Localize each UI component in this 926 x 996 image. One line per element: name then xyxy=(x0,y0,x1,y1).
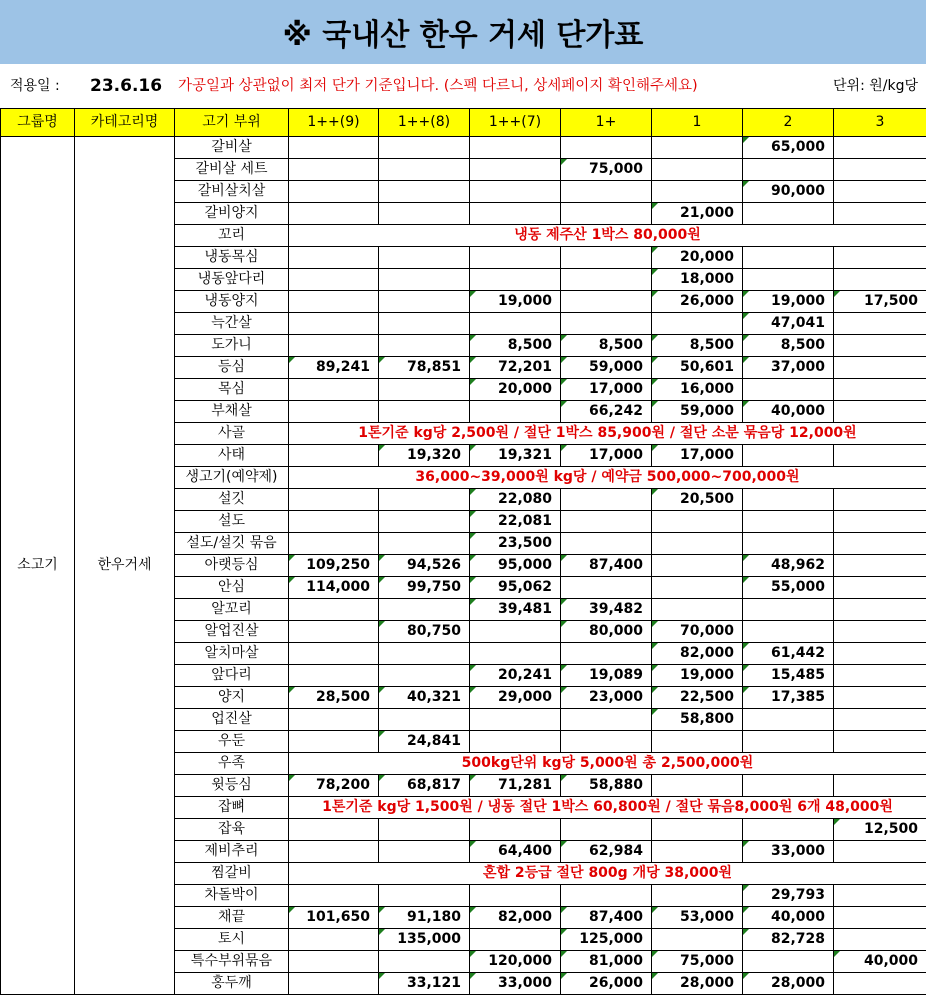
price-cell: 78,200 xyxy=(289,775,379,797)
note-cell: 36,000~39,000원 kg당 / 예약금 500,000~700,000원 xyxy=(289,467,926,489)
part-cell: 채끝 xyxy=(175,907,289,929)
price-cell: 40,000 xyxy=(743,401,834,423)
price-cell xyxy=(561,291,652,313)
price-cell xyxy=(470,159,561,181)
price-cell xyxy=(834,841,926,863)
price-cell xyxy=(379,841,470,863)
price-cell: 40,321 xyxy=(379,687,470,709)
price-cell xyxy=(743,599,834,621)
part-cell: 토시 xyxy=(175,929,289,951)
price-cell: 12,500 xyxy=(834,819,926,841)
price-cell: 20,241 xyxy=(470,665,561,687)
price-cell xyxy=(561,709,652,731)
price-cell xyxy=(834,357,926,379)
price-cell: 17,000 xyxy=(561,379,652,401)
price-cell xyxy=(743,511,834,533)
price-cell xyxy=(379,489,470,511)
price-cell: 37,000 xyxy=(743,357,834,379)
price-cell xyxy=(834,445,926,467)
part-cell: 늑간살 xyxy=(175,313,289,335)
price-cell xyxy=(561,489,652,511)
price-cell: 95,062 xyxy=(470,577,561,599)
price-cell: 22,081 xyxy=(470,511,561,533)
part-cell: 갈비살 세트 xyxy=(175,159,289,181)
price-cell: 50,601 xyxy=(652,357,743,379)
price-cell: 19,321 xyxy=(470,445,561,467)
price-cell: 120,000 xyxy=(470,951,561,973)
price-cell: 40,000 xyxy=(743,907,834,929)
price-cell xyxy=(379,665,470,687)
price-cell xyxy=(289,643,379,665)
price-cell xyxy=(834,709,926,731)
price-cell xyxy=(289,709,379,731)
price-cell: 26,000 xyxy=(561,973,652,995)
price-cell xyxy=(289,335,379,357)
price-cell xyxy=(652,159,743,181)
price-cell xyxy=(289,731,379,753)
price-cell xyxy=(834,973,926,995)
price-cell xyxy=(652,313,743,335)
price-cell: 81,000 xyxy=(561,951,652,973)
price-cell xyxy=(561,819,652,841)
note-cell: 1톤기준 kg당 1,500원 / 냉동 절단 1박스 60,800원 / 절단 묶음8,000원 6개 48,000원 xyxy=(289,797,926,819)
part-cell: 알업진살 xyxy=(175,621,289,643)
price-cell xyxy=(834,335,926,357)
price-cell xyxy=(379,313,470,335)
price-cell xyxy=(652,577,743,599)
price-cell: 20,500 xyxy=(652,489,743,511)
price-cell: 66,242 xyxy=(561,401,652,423)
price-cell xyxy=(379,709,470,731)
price-cell xyxy=(379,379,470,401)
price-cell xyxy=(834,533,926,555)
price-cell: 109,250 xyxy=(289,555,379,577)
price-cell xyxy=(834,489,926,511)
price-cell xyxy=(289,951,379,973)
price-cell xyxy=(834,555,926,577)
price-cell xyxy=(834,599,926,621)
part-cell: 안심 xyxy=(175,577,289,599)
price-cell xyxy=(834,885,926,907)
part-cell: 알치마살 xyxy=(175,643,289,665)
price-cell xyxy=(561,533,652,555)
price-cell: 28,500 xyxy=(289,687,379,709)
price-cell xyxy=(470,401,561,423)
price-cell: 62,984 xyxy=(561,841,652,863)
price-cell xyxy=(289,203,379,225)
price-cell: 48,962 xyxy=(743,555,834,577)
price-cell xyxy=(834,269,926,291)
price-cell xyxy=(561,269,652,291)
price-cell: 59,000 xyxy=(561,357,652,379)
price-cell: 53,000 xyxy=(652,907,743,929)
price-cell: 87,400 xyxy=(561,907,652,929)
price-table xyxy=(0,108,926,995)
price-cell xyxy=(834,313,926,335)
price-cell: 59,000 xyxy=(652,401,743,423)
part-cell: 갈비살치살 xyxy=(175,181,289,203)
price-cell xyxy=(470,313,561,335)
part-cell: 특수부위묶음 xyxy=(175,951,289,973)
price-cell xyxy=(470,269,561,291)
price-cell: 28,000 xyxy=(652,973,743,995)
price-cell xyxy=(289,313,379,335)
header-cell: 1+ xyxy=(561,109,652,137)
price-cell xyxy=(289,379,379,401)
price-cell xyxy=(561,885,652,907)
header-cell: 1++(8) xyxy=(379,109,470,137)
group-cell: 소고기 xyxy=(1,137,75,995)
unit-label: 단위: 원/kg당 xyxy=(833,78,918,94)
price-cell xyxy=(379,533,470,555)
price-cell xyxy=(379,137,470,159)
price-cell: 33,121 xyxy=(379,973,470,995)
price-cell: 26,000 xyxy=(652,291,743,313)
part-cell: 아랫등심 xyxy=(175,555,289,577)
price-cell xyxy=(379,401,470,423)
price-cell: 22,500 xyxy=(652,687,743,709)
part-cell: 냉동목심 xyxy=(175,247,289,269)
part-cell: 우족 xyxy=(175,753,289,775)
header-cell: 고기 부위 xyxy=(175,109,289,137)
price-cell xyxy=(289,401,379,423)
price-cell: 72,201 xyxy=(470,357,561,379)
part-cell: 도가니 xyxy=(175,335,289,357)
price-cell xyxy=(834,665,926,687)
part-cell: 생고기(예약제) xyxy=(175,467,289,489)
table-body xyxy=(1,137,926,995)
price-cell: 8,500 xyxy=(743,335,834,357)
price-cell xyxy=(379,819,470,841)
price-cell: 99,750 xyxy=(379,577,470,599)
price-cell: 90,000 xyxy=(743,181,834,203)
price-cell xyxy=(834,929,926,951)
part-cell: 제비추리 xyxy=(175,841,289,863)
price-cell: 8,500 xyxy=(470,335,561,357)
date-value: 23.6.16 xyxy=(90,76,163,96)
info-bar xyxy=(0,66,926,106)
price-cell xyxy=(652,599,743,621)
header-cell: 1 xyxy=(652,109,743,137)
price-cell: 23,500 xyxy=(470,533,561,555)
price-cell xyxy=(561,247,652,269)
price-cell xyxy=(470,709,561,731)
price-cell: 22,080 xyxy=(470,489,561,511)
part-cell: 잡뼈 xyxy=(175,797,289,819)
price-cell: 19,320 xyxy=(379,445,470,467)
part-cell: 설도/설깃 묶음 xyxy=(175,533,289,555)
header-cell: 2 xyxy=(743,109,834,137)
price-cell xyxy=(289,929,379,951)
part-cell: 차돌박이 xyxy=(175,885,289,907)
price-cell xyxy=(289,621,379,643)
price-cell xyxy=(289,181,379,203)
header-cell: 1++(7) xyxy=(470,109,561,137)
price-cell: 61,442 xyxy=(743,643,834,665)
part-cell: 앞다리 xyxy=(175,665,289,687)
price-cell xyxy=(289,159,379,181)
note-cell: 500kg단위 kg당 5,000원 총 2,500,000원 xyxy=(289,753,926,775)
price-cell xyxy=(379,885,470,907)
table-row xyxy=(1,137,926,159)
price-cell xyxy=(652,819,743,841)
price-cell xyxy=(834,159,926,181)
price-cell: 17,385 xyxy=(743,687,834,709)
price-cell xyxy=(743,269,834,291)
price-cell xyxy=(834,247,926,269)
price-cell: 29,793 xyxy=(743,885,834,907)
price-cell xyxy=(379,511,470,533)
price-cell: 18,000 xyxy=(652,269,743,291)
price-cell: 39,481 xyxy=(470,599,561,621)
price-cell: 23,000 xyxy=(561,687,652,709)
price-cell: 19,000 xyxy=(470,291,561,313)
price-cell xyxy=(289,137,379,159)
price-cell: 21,000 xyxy=(652,203,743,225)
price-cell xyxy=(289,665,379,687)
part-cell: 꼬리 xyxy=(175,225,289,247)
header-cell: 그룹명 xyxy=(1,109,75,137)
part-cell: 찜갈비 xyxy=(175,863,289,885)
price-cell xyxy=(743,159,834,181)
price-cell xyxy=(470,929,561,951)
price-cell: 19,000 xyxy=(743,291,834,313)
part-cell: 윗등심 xyxy=(175,775,289,797)
header-cell: 카테고리명 xyxy=(75,109,175,137)
price-cell xyxy=(470,621,561,643)
price-cell: 75,000 xyxy=(652,951,743,973)
price-cell xyxy=(652,841,743,863)
price-cell: 65,000 xyxy=(743,137,834,159)
price-cell xyxy=(561,203,652,225)
price-cell xyxy=(743,775,834,797)
price-cell xyxy=(561,643,652,665)
price-cell: 40,000 xyxy=(834,951,926,973)
price-cell xyxy=(289,291,379,313)
part-cell: 목심 xyxy=(175,379,289,401)
price-cell: 24,841 xyxy=(379,731,470,753)
note-cell: 1톤기준 kg당 2,500원 / 절단 1박스 85,900원 / 절단 소분 묶음당 12,000원 xyxy=(289,423,926,445)
price-cell: 125,000 xyxy=(561,929,652,951)
price-note: 가공일과 상관없이 최저 단가 기준입니다. (스펙 다르니, 상세페이지 확인해주세요) xyxy=(178,78,698,94)
price-cell xyxy=(289,885,379,907)
price-cell xyxy=(470,203,561,225)
price-cell xyxy=(652,731,743,753)
price-cell xyxy=(743,621,834,643)
price-cell: 89,241 xyxy=(289,357,379,379)
price-cell xyxy=(834,643,926,665)
price-cell xyxy=(652,137,743,159)
price-cell: 58,880 xyxy=(561,775,652,797)
price-cell: 91,180 xyxy=(379,907,470,929)
price-cell xyxy=(743,819,834,841)
price-cell xyxy=(743,203,834,225)
price-cell xyxy=(289,511,379,533)
price-cell: 135,000 xyxy=(379,929,470,951)
price-cell xyxy=(652,181,743,203)
part-cell: 알꼬리 xyxy=(175,599,289,621)
price-cell: 80,000 xyxy=(561,621,652,643)
price-cell: 33,000 xyxy=(743,841,834,863)
header-row xyxy=(1,109,926,137)
part-cell: 사골 xyxy=(175,423,289,445)
price-cell xyxy=(561,731,652,753)
header-cell: 1++(9) xyxy=(289,109,379,137)
price-cell xyxy=(652,555,743,577)
price-cell xyxy=(289,489,379,511)
price-cell xyxy=(470,731,561,753)
note-cell: 혼합 2등급 절단 800g 개당 38,000원 xyxy=(289,863,926,885)
price-cell xyxy=(470,819,561,841)
price-cell xyxy=(743,709,834,731)
price-cell: 58,800 xyxy=(652,709,743,731)
price-cell: 8,500 xyxy=(652,335,743,357)
price-cell: 70,000 xyxy=(652,621,743,643)
price-cell: 15,485 xyxy=(743,665,834,687)
price-cell xyxy=(834,907,926,929)
price-cell xyxy=(379,181,470,203)
price-cell: 71,281 xyxy=(470,775,561,797)
price-cell xyxy=(561,313,652,335)
part-cell: 갈비살 xyxy=(175,137,289,159)
price-cell: 87,400 xyxy=(561,555,652,577)
price-cell xyxy=(743,533,834,555)
price-cell xyxy=(470,247,561,269)
part-cell: 부채살 xyxy=(175,401,289,423)
price-cell: 82,000 xyxy=(470,907,561,929)
part-cell: 설도 xyxy=(175,511,289,533)
price-cell: 82,000 xyxy=(652,643,743,665)
price-cell: 17,500 xyxy=(834,291,926,313)
price-cell xyxy=(834,203,926,225)
price-cell xyxy=(743,731,834,753)
price-cell: 28,000 xyxy=(743,973,834,995)
price-cell xyxy=(289,599,379,621)
price-cell: 55,000 xyxy=(743,577,834,599)
price-cell xyxy=(379,291,470,313)
price-cell: 33,000 xyxy=(470,973,561,995)
price-cell xyxy=(470,181,561,203)
part-cell: 업진살 xyxy=(175,709,289,731)
price-cell xyxy=(834,577,926,599)
price-cell xyxy=(743,379,834,401)
price-cell xyxy=(652,533,743,555)
price-cell xyxy=(652,929,743,951)
part-cell: 사태 xyxy=(175,445,289,467)
price-cell: 64,400 xyxy=(470,841,561,863)
price-cell xyxy=(289,445,379,467)
price-cell xyxy=(743,489,834,511)
header-cell: 3 xyxy=(834,109,926,137)
price-cell xyxy=(652,775,743,797)
part-cell: 우둔 xyxy=(175,731,289,753)
price-cell: 20,000 xyxy=(652,247,743,269)
price-cell xyxy=(834,401,926,423)
price-cell xyxy=(289,819,379,841)
price-cell xyxy=(834,687,926,709)
price-cell xyxy=(289,533,379,555)
price-cell xyxy=(834,379,926,401)
part-cell: 냉동양지 xyxy=(175,291,289,313)
price-cell xyxy=(652,885,743,907)
price-cell: 101,650 xyxy=(289,907,379,929)
page-title: ※ 국내산 한우 거세 단가표 xyxy=(0,0,926,64)
price-cell: 82,728 xyxy=(743,929,834,951)
price-cell xyxy=(379,203,470,225)
price-cell xyxy=(470,885,561,907)
price-cell xyxy=(470,137,561,159)
price-cell xyxy=(743,951,834,973)
part-cell: 등심 xyxy=(175,357,289,379)
price-cell: 39,482 xyxy=(561,599,652,621)
price-cell: 17,000 xyxy=(652,445,743,467)
price-cell xyxy=(379,247,470,269)
price-cell: 114,000 xyxy=(289,577,379,599)
price-cell xyxy=(379,599,470,621)
price-cell xyxy=(379,159,470,181)
price-cell xyxy=(834,137,926,159)
price-cell xyxy=(289,247,379,269)
price-cell: 8,500 xyxy=(561,335,652,357)
date-label: 적용일 : xyxy=(10,78,60,94)
price-cell xyxy=(289,269,379,291)
price-cell: 78,851 xyxy=(379,357,470,379)
price-cell xyxy=(834,731,926,753)
price-cell xyxy=(652,511,743,533)
price-cell xyxy=(834,775,926,797)
price-cell: 95,000 xyxy=(470,555,561,577)
price-cell xyxy=(561,181,652,203)
price-cell: 94,526 xyxy=(379,555,470,577)
part-cell: 갈비양지 xyxy=(175,203,289,225)
price-cell: 16,000 xyxy=(652,379,743,401)
price-cell xyxy=(561,511,652,533)
price-cell xyxy=(834,621,926,643)
price-cell: 80,750 xyxy=(379,621,470,643)
price-cell: 20,000 xyxy=(470,379,561,401)
price-cell xyxy=(561,577,652,599)
price-cell xyxy=(379,951,470,973)
part-cell: 홍두깨 xyxy=(175,973,289,995)
price-cell xyxy=(834,181,926,203)
price-cell: 17,000 xyxy=(561,445,652,467)
price-cell xyxy=(289,973,379,995)
price-cell xyxy=(379,335,470,357)
part-cell: 양지 xyxy=(175,687,289,709)
category-cell: 한우거세 xyxy=(75,137,175,995)
price-cell xyxy=(289,841,379,863)
price-cell xyxy=(561,137,652,159)
part-cell: 냉동앞다리 xyxy=(175,269,289,291)
part-cell: 설깃 xyxy=(175,489,289,511)
price-cell: 19,089 xyxy=(561,665,652,687)
price-cell: 47,041 xyxy=(743,313,834,335)
price-cell: 19,000 xyxy=(652,665,743,687)
price-cell xyxy=(379,269,470,291)
price-cell xyxy=(743,247,834,269)
note-cell: 냉동 제주산 1박스 80,000원 xyxy=(289,225,926,247)
price-cell: 29,000 xyxy=(470,687,561,709)
price-cell xyxy=(470,643,561,665)
price-cell: 75,000 xyxy=(561,159,652,181)
price-cell xyxy=(379,643,470,665)
price-cell xyxy=(834,511,926,533)
price-cell xyxy=(743,445,834,467)
price-cell: 68,817 xyxy=(379,775,470,797)
part-cell: 잡육 xyxy=(175,819,289,841)
